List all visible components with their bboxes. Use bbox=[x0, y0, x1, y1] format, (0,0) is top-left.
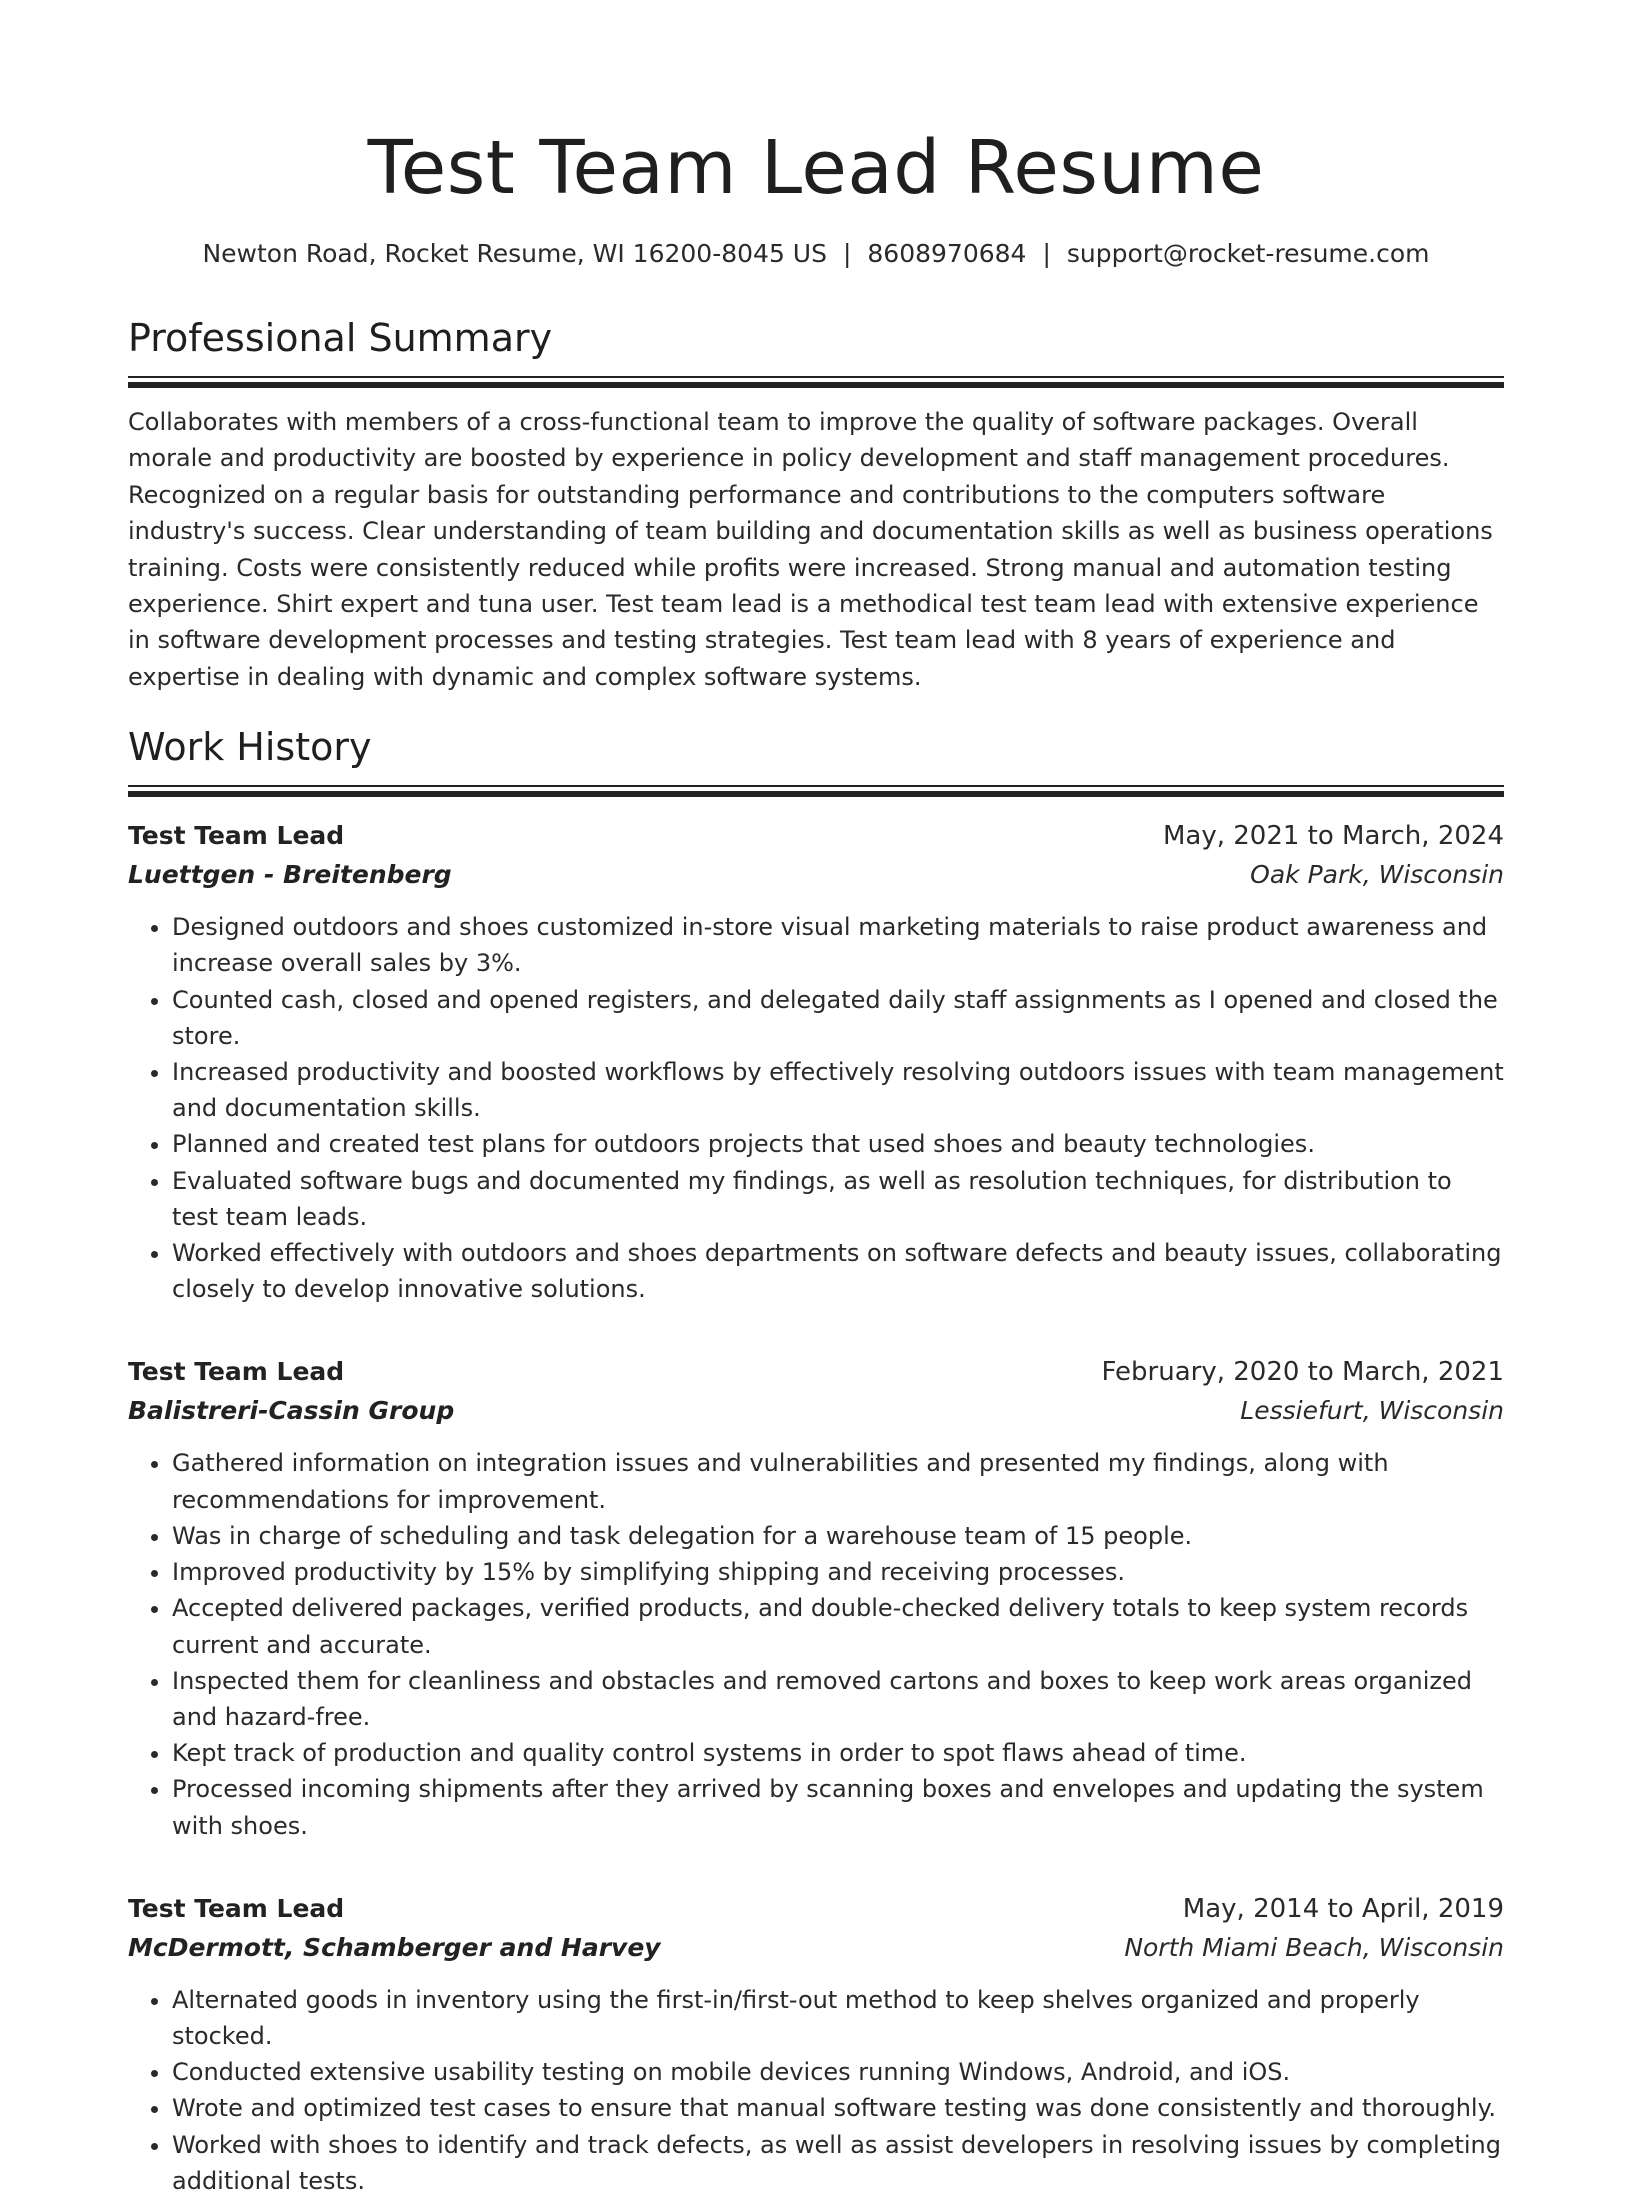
job-location: Lessiefurt, Wisconsin bbox=[1240, 1396, 1504, 1426]
job-bullet: • Was in charge of scheduling and task delegation for a warehouse team of 15 people. bbox=[172, 1518, 1504, 1554]
contact-separator: | bbox=[842, 239, 852, 268]
contact-separator: | bbox=[1042, 239, 1051, 268]
job-company: Balistreri-Cassin Group bbox=[128, 1396, 455, 1426]
job-bullet: • Wrote and optimized test cases to ensure that manual software testing was done consistently and thoroughly. bbox=[172, 2090, 1504, 2126]
job-dates: May, 2014 to April, 2019 bbox=[1182, 1893, 1504, 1924]
job-bullet: • Conducted extensive usability testing on mobile devices running Windows, Android, and iOS. bbox=[172, 2054, 1504, 2090]
summary-text: Collaborates with members of a cross-functional team to improve the quality of software packages. Overall morale and productivity are boosted by experience in policy development and staff management procedures. Recognized on a regular basis for outstanding performance and contributions to the computers software industry's success. Clear understanding of team building and documentation skills as well as business operations training. Costs were consistently reduced while profits were increased. Strong manual and automation testing experience. Shirt expert and tuna user. Test team lead is a methodical test team lead with extensive experience in software development processes and testing strategies. Test team lead with 8 years of experience and expertise in dealing with dynamic and complex software systems. bbox=[128, 408, 1493, 691]
contact-line bbox=[128, 238, 1504, 270]
job-bullet: • Improved productivity by 15% by simplifying shipping and receiving processes. bbox=[172, 1554, 1504, 1590]
contact-address: Newton Road, Rocket Resume, WI 16200-8045 US bbox=[202, 239, 827, 268]
job-bullet: • Kept track of production and quality control systems in order to spot flaws ahead of time. bbox=[172, 1735, 1504, 1771]
job-bullet: • Worked with shoes to identify and track defects, as well as assist developers in resolving issues by completing additional tests. bbox=[172, 2127, 1504, 2199]
job-bullet: • Evaluated software bugs and documented my findings, as well as resolution techniques, for distribution to test team leads. bbox=[172, 1163, 1504, 1235]
job-title: Test Team Lead bbox=[128, 1357, 345, 1387]
job-bullet-list bbox=[128, 1445, 1504, 1843]
job-dates: May, 2021 to March, 2024 bbox=[1162, 821, 1504, 852]
resume-title: Test Team Lead Resume bbox=[367, 125, 1265, 211]
job-header-row bbox=[128, 1353, 1504, 1391]
job-header-row bbox=[128, 817, 1504, 855]
job-entry bbox=[128, 1890, 1504, 2199]
contact-email: support@rocket-resume.com bbox=[1066, 239, 1430, 268]
job-bullet: • Alternated goods in inventory using the first-in/first-out method to keep shelves organized and properly stocked. bbox=[172, 1982, 1504, 2054]
job-header-row bbox=[128, 1890, 1504, 1928]
job-company-row bbox=[128, 1928, 1504, 1968]
job-entry bbox=[128, 817, 1504, 1307]
job-bullet-list bbox=[128, 1982, 1504, 2199]
section-title-work-history: Work History bbox=[128, 725, 372, 770]
section-title-summary: Professional Summary bbox=[128, 316, 553, 360]
job-title: Test Team Lead bbox=[128, 1893, 345, 1923]
job-bullet-list bbox=[128, 909, 1504, 1307]
job-bullet: • Counted cash, closed and opened registers, and delegated daily staff assignments as I opened and closed the store. bbox=[172, 982, 1504, 1054]
resume-page bbox=[128, 0, 1504, 2199]
job-bullet: • Increased productivity and boosted workflows by effectively resolving outdoors issues with team management and documentation skills. bbox=[172, 1054, 1504, 1126]
professional-summary-section bbox=[128, 314, 1504, 695]
job-company-row bbox=[128, 1391, 1504, 1431]
job-bullet: • Planned and created test plans for outdoors projects that used shoes and beauty technologies. bbox=[172, 1126, 1504, 1162]
job-bullet: • Processed incoming shipments after they arrived by scanning boxes and envelopes and updating the system with shoes. bbox=[172, 1771, 1504, 1843]
section-divider bbox=[128, 785, 1504, 797]
job-location: North Miami Beach, Wisconsin bbox=[1124, 1932, 1504, 1962]
job-company: McDermott, Schamberger and Harvey bbox=[128, 1932, 661, 1962]
job-dates: February, 2020 to March, 2021 bbox=[1101, 1357, 1504, 1388]
job-location: Oak Park, Wisconsin bbox=[1250, 860, 1504, 890]
job-bullet: • Gathered information on integration issues and vulnerabilities and presented my findings, along with recommendations for improvement. bbox=[172, 1445, 1504, 1517]
section-divider bbox=[128, 376, 1504, 388]
work-history-section bbox=[128, 723, 1504, 2199]
job-title: Test Team Lead bbox=[128, 821, 345, 851]
job-company-row bbox=[128, 855, 1504, 895]
job-bullet: • Designed outdoors and shoes customized in-store visual marketing materials to raise product awareness and increase overall sales by 3%. bbox=[172, 909, 1504, 981]
contact-phone: 8608970684 bbox=[867, 239, 1027, 268]
job-bullet: • Inspected them for cleanliness and obstacles and removed cartons and boxes to keep work areas organized and hazard-free. bbox=[172, 1663, 1504, 1735]
job-company: Luettgen - Breitenberg bbox=[128, 860, 452, 890]
job-bullet: • Worked effectively with outdoors and shoes departments on software defects and beauty issues, collaborating closely to develop innovative solutions. bbox=[172, 1235, 1504, 1307]
job-entry bbox=[128, 1353, 1504, 1843]
job-bullet: • Accepted delivered packages, verified products, and double-checked delivery totals to keep system records current and accurate. bbox=[172, 1590, 1504, 1662]
